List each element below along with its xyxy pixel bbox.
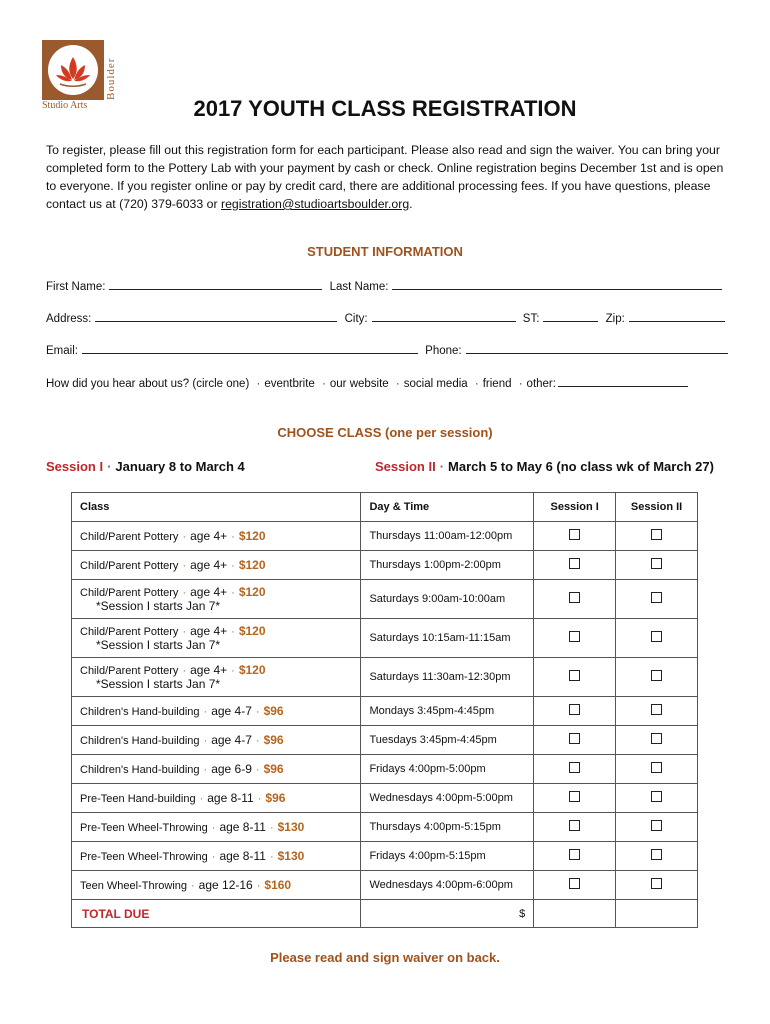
class-age: age 6-9 [211, 762, 252, 776]
email-field[interactable] [82, 343, 418, 354]
header-session-1: Session I [534, 493, 616, 522]
class-price: $120 [238, 624, 266, 638]
total-row [72, 900, 698, 928]
class-day-time: Fridays 4:00pm-5:15pm [361, 842, 534, 871]
session-2-checkbox[interactable] [651, 704, 662, 715]
session-2-cell [616, 813, 698, 842]
session-1-checkbox[interactable] [569, 791, 580, 802]
class-day-time: Wednesdays 4:00pm-5:00pm [361, 784, 534, 813]
class-name: Pre-Teen Hand-building [80, 793, 196, 805]
class-note: *Session I starts Jan 7* [96, 638, 221, 652]
contact-email-link[interactable]: registration@studioartsboulder.org [221, 197, 410, 211]
class-name: Children's Hand-building [80, 764, 200, 776]
class-cell: Children's Hand-building · age 4-7 · $96 [72, 697, 361, 726]
class-day-time: Fridays 4:00pm-5:00pm [361, 755, 534, 784]
zip-field[interactable] [629, 311, 725, 322]
class-price: $160 [264, 878, 292, 892]
session-1-checkbox[interactable] [569, 670, 580, 681]
session-2-info: Session II · March 5 to May 6 (no class wk of March 27) [375, 459, 714, 474]
address-row [46, 311, 729, 325]
phone-label: Phone: [425, 345, 462, 357]
session-2-cell [616, 871, 698, 900]
referral-option-eventbrite[interactable]: eventbrite [264, 378, 315, 390]
class-price: $120 [238, 558, 266, 572]
session-2-checkbox[interactable] [651, 631, 662, 642]
class-day-time: Saturdays 11:30am-12:30pm [361, 658, 534, 697]
class-name: Child/Parent Pottery [80, 560, 179, 572]
class-cell: Child/Parent Pottery · age 4+ · $120 *Session I starts Jan 7* [72, 658, 361, 697]
session-1-cell [534, 784, 616, 813]
lotus-icon [48, 45, 98, 95]
class-cell: Child/Parent Pottery · age 4+ · $120 [72, 551, 361, 580]
class-cell: Child/Parent Pottery · age 4+ · $120 *Session I starts Jan 7* [72, 580, 361, 619]
class-row [72, 813, 698, 842]
session-1-cell [534, 551, 616, 580]
session-2-cell [616, 619, 698, 658]
class-name: Child/Parent Pottery [80, 626, 179, 638]
choose-class-heading: CHOOSE CLASS (one per session) [277, 425, 493, 440]
address-label: Address: [46, 313, 92, 325]
class-name: Child/Parent Pottery [80, 531, 179, 543]
referral-row: How did you hear about us? (circle one) · eventbrite · our website · social media · friend · other: [46, 376, 692, 390]
total-amount-field[interactable] [361, 900, 534, 928]
referral-option-website[interactable]: our website [329, 378, 389, 390]
session-1-checkbox[interactable] [569, 733, 580, 744]
class-cell: Pre-Teen Hand-building · age 8-11 · $96 [72, 784, 361, 813]
first-name-field[interactable] [109, 279, 322, 290]
class-price: $96 [263, 762, 284, 776]
class-age: age 8-11 [219, 849, 266, 863]
session-1-cell [534, 619, 616, 658]
class-cell: Children's Hand-building · age 4-7 · $96 [72, 726, 361, 755]
session-2-cell [616, 726, 698, 755]
student-info-heading: STUDENT INFORMATION [307, 244, 463, 259]
class-name: Children's Hand-building [80, 735, 200, 747]
class-name: Pre-Teen Wheel-Throwing [80, 851, 208, 863]
session-1-checkbox[interactable] [569, 849, 580, 860]
class-cell: Child/Parent Pottery · age 4+ · $120 [72, 522, 361, 551]
class-note: *Session I starts Jan 7* [96, 599, 221, 613]
session-2-checkbox[interactable] [651, 820, 662, 831]
class-day-time: Tuesdays 3:45pm-4:45pm [361, 726, 534, 755]
session-2-checkbox[interactable] [651, 592, 662, 603]
class-age: age 4+ [190, 529, 228, 543]
header-class: Class [72, 493, 361, 522]
contact-row [46, 343, 732, 357]
class-price: $120 [238, 585, 266, 599]
last-name-field[interactable] [392, 279, 722, 290]
session-2-checkbox[interactable] [651, 878, 662, 889]
class-price: $96 [263, 704, 284, 718]
class-row [72, 658, 698, 697]
class-day-time: Saturdays 10:15am-11:15am [361, 619, 534, 658]
city-label: City: [344, 313, 368, 325]
address-field[interactable] [95, 311, 337, 322]
class-age: age 4-7 [211, 704, 252, 718]
class-age: age 4-7 [211, 733, 252, 747]
class-age: age 8-11 [219, 820, 266, 834]
class-row [72, 580, 698, 619]
class-name: Children's Hand-building [80, 706, 200, 718]
session-2-cell [616, 522, 698, 551]
session-2-checkbox[interactable] [651, 558, 662, 569]
referral-prompt: How did you hear about us? (circle one) [46, 378, 250, 390]
email-label: Email: [46, 345, 78, 357]
total-session-2-cell [616, 900, 698, 928]
class-row [72, 871, 698, 900]
class-price: $96 [263, 733, 284, 747]
class-cell: Teen Wheel-Throwing · age 12-16 · $160 [72, 871, 361, 900]
session-2-checkbox[interactable] [651, 791, 662, 802]
class-row [72, 522, 698, 551]
class-age: age 4+ [190, 558, 228, 572]
session-1-cell [534, 813, 616, 842]
session-1-checkbox[interactable] [569, 820, 580, 831]
session-1-cell [534, 726, 616, 755]
session-2-label: Session II [375, 459, 436, 474]
session-1-checkbox[interactable] [569, 762, 580, 773]
zip-label: Zip: [605, 313, 625, 325]
last-name-label: Last Name: [329, 281, 389, 293]
state-label: ST: [522, 313, 540, 325]
name-row [46, 279, 726, 293]
class-row [72, 784, 698, 813]
class-note: *Session I starts Jan 7* [96, 677, 221, 691]
class-price: $120 [238, 663, 266, 677]
session-1-cell [534, 522, 616, 551]
city-field[interactable] [372, 311, 516, 322]
session-1-checkbox[interactable] [569, 529, 580, 540]
session-1-dates: January 8 to March 4 [115, 459, 245, 474]
session-2-cell [616, 551, 698, 580]
referral-option-friend[interactable]: friend [482, 378, 512, 390]
class-age: age 12-16 [198, 878, 253, 892]
session-2-cell [616, 580, 698, 619]
class-price: $130 [277, 849, 305, 863]
session-1-checkbox[interactable] [569, 878, 580, 889]
class-row [72, 697, 698, 726]
logo-circle [48, 45, 98, 95]
class-name: Child/Parent Pottery [80, 587, 179, 599]
referral-other-field[interactable] [558, 376, 688, 387]
header-day-time: Day & Time [361, 493, 534, 522]
header-session-2: Session II [616, 493, 698, 522]
class-day-time: Saturdays 9:00am-10:00am [361, 580, 534, 619]
class-age: age 4+ [190, 663, 228, 677]
class-age: age 4+ [190, 585, 228, 599]
session-2-checkbox[interactable] [651, 849, 662, 860]
logo-subtext: Studio Arts [42, 100, 88, 111]
class-row [72, 619, 698, 658]
session-1-label: Session I [46, 459, 104, 474]
session-2-cell [616, 697, 698, 726]
class-table-header [72, 493, 698, 522]
session-2-checkbox[interactable] [651, 670, 662, 681]
session-2-checkbox[interactable] [651, 529, 662, 540]
session-1-cell [534, 755, 616, 784]
session-1-cell [534, 697, 616, 726]
class-price: $120 [238, 529, 266, 543]
page-title: 2017 YOUTH CLASS REGISTRATION [193, 96, 577, 121]
class-age: age 8-11 [207, 791, 254, 805]
session-2-cell [616, 784, 698, 813]
class-cell: Pre-Teen Wheel-Throwing · age 8-11 · $130 [72, 842, 361, 871]
class-age: age 4+ [190, 624, 228, 638]
session-1-cell [534, 871, 616, 900]
first-name-label: First Name: [46, 281, 106, 293]
referral-option-social-media[interactable]: social media [403, 378, 468, 390]
class-name: Teen Wheel-Throwing [80, 880, 187, 892]
session-2-cell [616, 658, 698, 697]
intro-end: . [409, 197, 413, 211]
logo-vertical-text: Boulder [105, 57, 117, 100]
session-1-cell [534, 658, 616, 697]
class-cell: Child/Parent Pottery · age 4+ · $120 *Session I starts Jan 7* [72, 619, 361, 658]
class-row [72, 755, 698, 784]
session-1-cell [534, 842, 616, 871]
class-day-time: Thursdays 4:00pm-5:15pm [361, 813, 534, 842]
session-2-dates: March 5 to May 6 (no class wk of March 27) [448, 459, 714, 474]
total-currency: $ [519, 907, 526, 920]
class-table [71, 492, 698, 928]
referral-option-other[interactable]: other: [526, 378, 556, 390]
class-day-time: Thursdays 11:00am-12:00pm [361, 522, 534, 551]
phone-field[interactable] [466, 343, 728, 354]
class-cell: Pre-Teen Wheel-Throwing · age 8-11 · $130 [72, 813, 361, 842]
session-2-checkbox[interactable] [651, 733, 662, 744]
class-cell: Children's Hand-building · age 6-9 · $96 [72, 755, 361, 784]
intro-paragraph [46, 141, 736, 213]
session-1-cell [534, 580, 616, 619]
class-name: Pre-Teen Wheel-Throwing [80, 822, 208, 834]
class-price: $96 [265, 791, 286, 805]
class-day-time: Thursdays 1:00pm-2:00pm [361, 551, 534, 580]
session-2-checkbox[interactable] [651, 762, 662, 773]
state-field[interactable] [543, 311, 598, 322]
intro-text: To register, please fill out this registration form for each participant. Please also read and sign the waiver. You can bring your completed form to the Pottery Lab with your payment by cash or check. Online registration begins December 1st and is open to everyone. If you register online or pay by credit card, there are additional processing fees. If you have questions, please contact us at (720) 379-6033 or [46, 143, 724, 211]
class-row [72, 551, 698, 580]
session-1-info: Session I · January 8 to March 4 [46, 459, 245, 474]
session-1-checkbox[interactable] [569, 592, 580, 603]
session-1-checkbox[interactable] [569, 558, 580, 569]
waiver-note: Please read and sign waiver on back. [270, 950, 500, 965]
class-row [72, 842, 698, 871]
class-row [72, 726, 698, 755]
session-2-cell [616, 842, 698, 871]
session-1-checkbox[interactable] [569, 704, 580, 715]
class-name: Child/Parent Pottery [80, 665, 179, 677]
class-day-time: Wednesdays 4:00pm-6:00pm [361, 871, 534, 900]
session-1-checkbox[interactable] [569, 631, 580, 642]
total-session-1-cell [534, 900, 616, 928]
class-price: $130 [277, 820, 305, 834]
session-2-cell [616, 755, 698, 784]
class-day-time: Mondays 3:45pm-4:45pm [361, 697, 534, 726]
total-due-label: TOTAL DUE [82, 906, 150, 921]
